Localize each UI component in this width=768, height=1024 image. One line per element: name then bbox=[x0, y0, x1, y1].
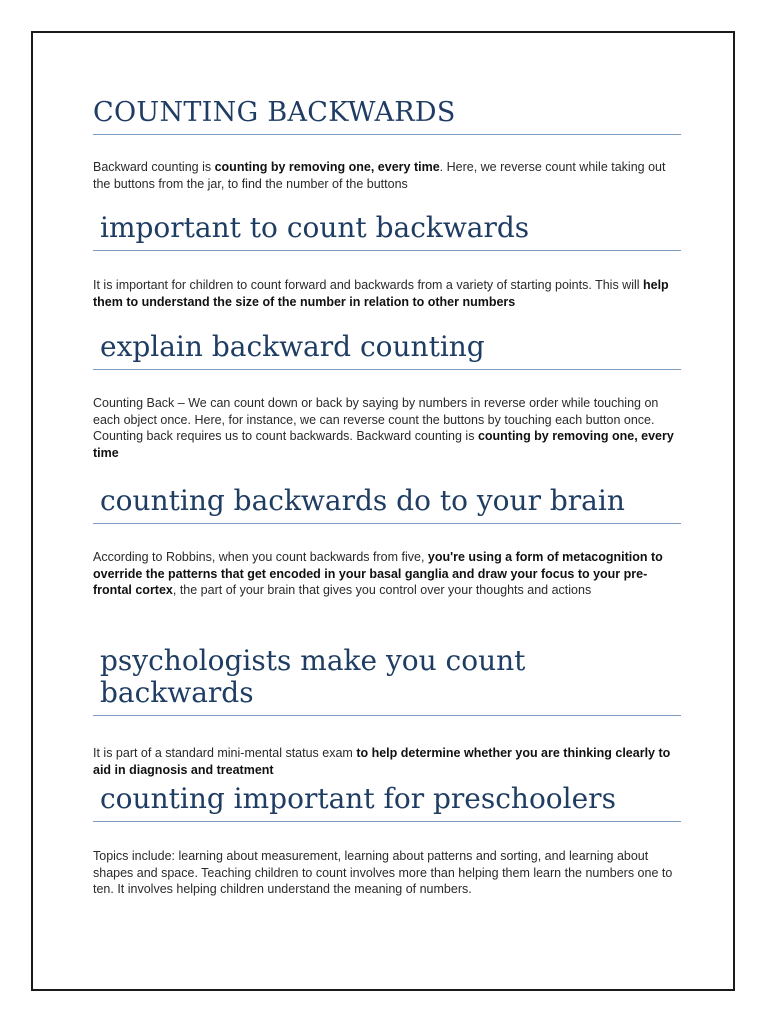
paragraph-bold-text: help them to understand the size of the number in relation to other numbers bbox=[93, 278, 669, 309]
intro-paragraph bbox=[93, 159, 681, 192]
document-page bbox=[31, 31, 735, 991]
section-heading: explain backward counting bbox=[93, 330, 681, 370]
section-heading: counting important for preschoolers bbox=[93, 782, 681, 822]
section-paragraph bbox=[93, 549, 681, 599]
paragraph-text: It is part of a standard mini-mental status exam bbox=[93, 746, 357, 760]
section-paragraph bbox=[93, 745, 681, 778]
paragraph-text: It is important for children to count forward and backwards from a variety of starting points. This will bbox=[93, 278, 643, 292]
paragraph-text: Counting Back – We can count down or back by saying by numbers in reverse order while touching on each object once. Here, for instance, we can reverse count the buttons by touching each button once. Counting back requires us to count backwards. Backward counting is bbox=[93, 396, 659, 443]
paragraph-text: . Here, we reverse count while taking out the buttons from the jar, to find the number of the buttons bbox=[93, 160, 666, 191]
page-title: COUNTING BACKWARDS bbox=[93, 97, 681, 135]
section-heading: psychologists make you count backwards bbox=[93, 645, 681, 716]
paragraph-bold-text: counting by removing one, every time bbox=[93, 429, 674, 460]
paragraph-text: Backward counting is bbox=[93, 160, 215, 174]
section-paragraph bbox=[93, 848, 681, 898]
paragraph-bold-text: counting by removing one, every time bbox=[214, 160, 440, 174]
paragraph-bold-text: to help determine whether you are thinking clearly to aid in diagnosis and treatment bbox=[93, 746, 671, 777]
paragraph-bold-text: you're using a form of metacognition to override the patterns that get encoded in your basal ganglia and draw your focus to your pre-frontal cortex bbox=[93, 550, 663, 597]
section-paragraph bbox=[93, 395, 681, 461]
paragraph-text: According to Robbins, when you count backwards from five, bbox=[93, 550, 428, 564]
section-paragraph bbox=[93, 277, 681, 310]
section-heading: important to count backwards bbox=[93, 211, 681, 251]
paragraph-text: Topics include: learning about measurement, learning about patterns and sorting, and learning about shapes and space. Teaching children to count involves more than helping them learn the numbers one to ten. It involves helping children understand the meaning of numbers. bbox=[93, 849, 673, 896]
section-heading: counting backwards do to your brain bbox=[93, 484, 681, 524]
paragraph-text: , the part of your brain that gives you control over your thoughts and actions bbox=[172, 583, 592, 597]
